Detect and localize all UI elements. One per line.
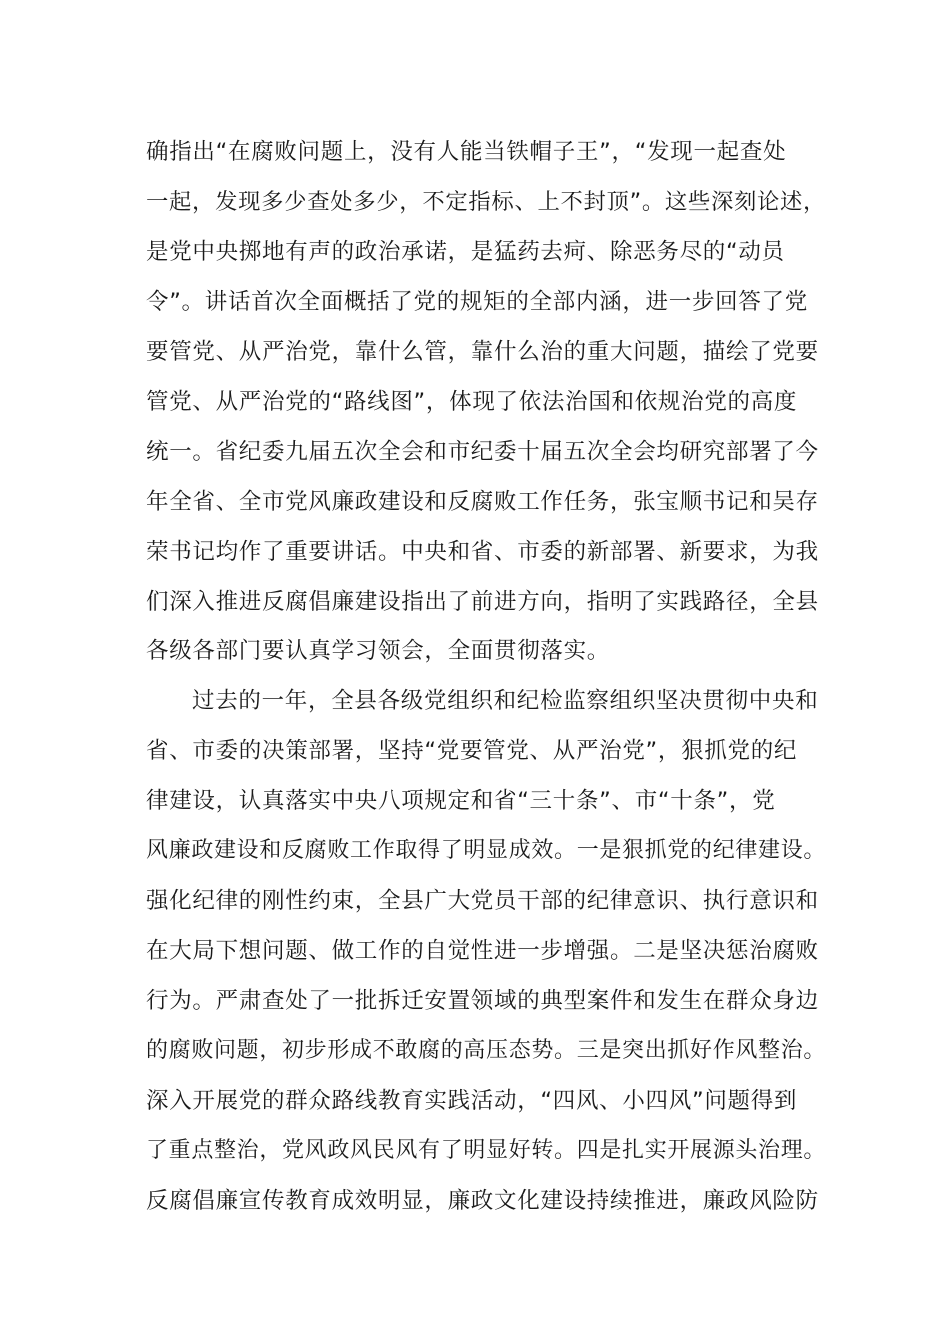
text-line: 令”。讲话首次全面概括了党的规矩的全部内涵，进一步回答了党 [146, 289, 808, 315]
text-line: 深入开展党的群众路线教育实践活动，“四风、小四风”问题得到 [146, 1088, 798, 1114]
text-line: 律建设，认真落实中央八项规定和省“三十条”、市“十条”，党 [146, 788, 776, 814]
text-line: 荣书记均作了重要讲话。中央和省、市委的新部署、新要求，为我 [146, 539, 819, 565]
text-line: 们深入推进反腐倡廉建设指出了前进方向，指明了实践路径，全县 [146, 589, 819, 615]
text-line: 强化纪律的刚性约束，全县广大党员干部的纪律意识、执行意识和 [146, 888, 819, 914]
text-line: 年全省、全市党风廉政建设和反腐败工作任务，张宝顺书记和吴存 [146, 489, 819, 515]
paragraph-first-line: 过去的一年，全县各级党组织和纪检监察组织坚决贯彻中央和 [192, 688, 819, 714]
text-line: 行为。严肃查处了一批拆迁安置领域的典型案件和发生在群众身边 [146, 988, 819, 1014]
text-line: 省、市委的决策部署，坚持“党要管党、从严治党”，狠抓党的纪 [146, 738, 798, 764]
text-line: 管党、从严治党的“路线图”，体现了依法治国和依规治党的高度 [146, 389, 798, 415]
text-line: 统一。省纪委九届五次全会和市纪委十届五次全会均研究部署了今 [146, 439, 819, 465]
text-line: 确指出“在腐败问题上，没有人能当铁帽子王”，“发现一起查处 [146, 139, 787, 165]
text-line: 了重点整治，党风政风民风有了明显好转。四是扎实开展源头治理。 [146, 1138, 827, 1163]
text-line: 各级各部门要认真学习领会，全面贯彻落实。 [146, 638, 611, 664]
text-line: 是党中央掷地有声的政治承诺，是猛药去疴、除恶务尽的“动员 [146, 239, 785, 265]
text-line: 一起，发现多少查处多少，不定指标、上不封顶”。这些深刻论述， [146, 189, 827, 215]
text-line: 要管党、从严治党，靠什么管，靠什么治的重大问题，描绘了党要 [146, 339, 819, 365]
text-line: 反腐倡廉宣传教育成效明显，廉政文化建设持续推进，廉政风险防 [146, 1188, 819, 1214]
text-line: 在大局下想问题、做工作的自觉性进一步增强。二是坚决惩治腐败 [146, 938, 819, 964]
text-line: 风廉政建设和反腐败工作取得了明显成效。一是狠抓党的纪律建设。 [146, 838, 827, 863]
text-line: 的腐败问题，初步形成不敢腐的高压态势。三是突出抓好作风整治。 [146, 1038, 827, 1063]
